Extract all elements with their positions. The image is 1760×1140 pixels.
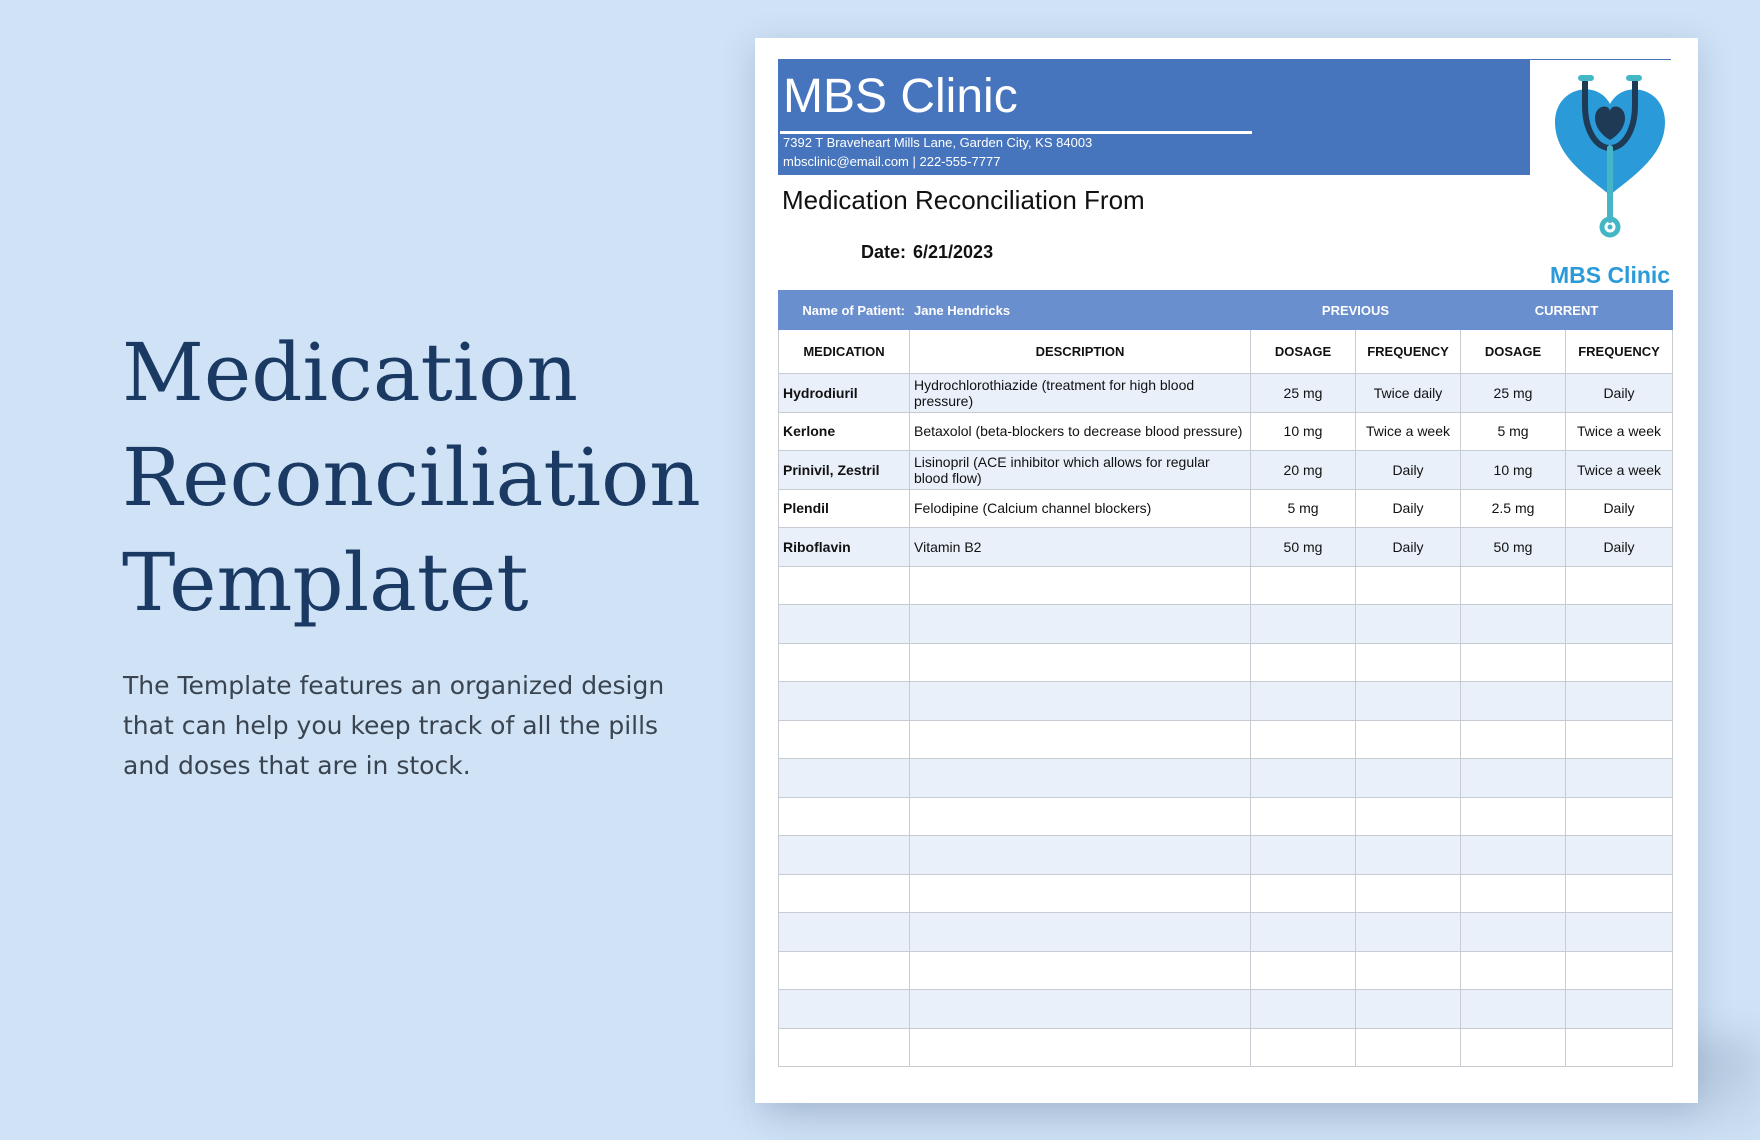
current-frequency-cell	[1566, 913, 1673, 952]
medication-cell: Riboflavin	[779, 528, 910, 567]
previous-dosage-cell	[1251, 720, 1356, 759]
table-row	[779, 913, 1673, 952]
previous-dosage-cell: 25 mg	[1251, 374, 1356, 413]
current-dosage-cell	[1461, 990, 1566, 1029]
description-cell	[910, 797, 1251, 836]
description-cell	[910, 836, 1251, 875]
current-dosage-cell	[1461, 913, 1566, 952]
description-cell: Vitamin B2	[910, 528, 1251, 567]
current-frequency-cell	[1566, 605, 1673, 644]
medication-cell	[779, 605, 910, 644]
previous-frequency-cell: Daily	[1356, 451, 1461, 490]
previous-dosage-cell: 50 mg	[1251, 528, 1356, 567]
previous-dosage-cell	[1251, 566, 1356, 605]
previous-dosage-cell	[1251, 990, 1356, 1029]
current-frequency-cell	[1566, 759, 1673, 798]
previous-dosage-cell	[1251, 682, 1356, 721]
previous-frequency-cell	[1356, 566, 1461, 605]
promo-title-line: Medication	[122, 326, 578, 419]
medication-cell	[779, 1028, 910, 1067]
table-row	[779, 412, 1673, 451]
current-frequency-cell: Daily	[1566, 528, 1673, 567]
table-row	[779, 951, 1673, 990]
description-cell	[910, 990, 1251, 1029]
previous-frequency-cell: Twice daily	[1356, 374, 1461, 413]
description-cell: Hydrochlorothiazide (treatment for high blood pressure)	[910, 374, 1251, 413]
current-frequency-cell	[1566, 643, 1673, 682]
table-body	[779, 374, 1673, 1067]
current-frequency-cell	[1566, 720, 1673, 759]
column-header: DOSAGE	[1251, 330, 1356, 374]
medication-table	[778, 290, 1673, 1067]
document-page	[755, 38, 1698, 1103]
logo-name: MBS Clinic	[1549, 262, 1671, 288]
column-header: FREQUENCY	[1356, 330, 1461, 374]
previous-dosage-cell	[1251, 836, 1356, 875]
medication-cell: Kerlone	[779, 412, 910, 451]
table-row	[779, 720, 1673, 759]
table-row	[779, 990, 1673, 1029]
stethoscope-heart-icon	[1545, 70, 1675, 250]
description-cell: Felodipine (Calcium channel blockers)	[910, 489, 1251, 528]
current-frequency-cell	[1566, 797, 1673, 836]
header-divider	[780, 131, 1252, 134]
date-value: 6/21/2023	[913, 242, 994, 262]
previous-frequency-cell: Daily	[1356, 528, 1461, 567]
current-dosage-cell	[1461, 797, 1566, 836]
clinic-address: 7392 T Braveheart Mills Lane, Garden City, KS 84003	[783, 135, 1093, 150]
promo-description: The Template features an organized design that can help you keep track of all the pills and doses that are in stock.	[123, 671, 665, 780]
promo-title-line: Reconciliation	[122, 431, 701, 524]
column-header: DESCRIPTION	[910, 330, 1251, 374]
table-row	[779, 643, 1673, 682]
current-dosage-cell: 10 mg	[1461, 451, 1566, 490]
description-cell	[910, 1028, 1251, 1067]
table-row	[779, 451, 1673, 490]
previous-frequency-cell	[1356, 720, 1461, 759]
current-dosage-cell	[1461, 643, 1566, 682]
current-frequency-cell	[1566, 951, 1673, 990]
current-frequency-cell: Twice a week	[1566, 451, 1673, 490]
medication-cell	[779, 682, 910, 721]
clinic-header	[778, 59, 1530, 175]
medication-cell: Hydrodiuril	[779, 374, 910, 413]
previous-label: PREVIOUS	[1251, 291, 1461, 330]
description-cell	[910, 720, 1251, 759]
promo-title	[122, 320, 722, 635]
description-cell	[910, 643, 1251, 682]
current-dosage-cell: 50 mg	[1461, 528, 1566, 567]
column-header: MEDICATION	[779, 330, 910, 374]
previous-frequency-cell	[1356, 797, 1461, 836]
previous-dosage-cell: 10 mg	[1251, 412, 1356, 451]
previous-frequency-cell	[1356, 1028, 1461, 1067]
previous-frequency-cell	[1356, 836, 1461, 875]
promo-title-line: Templatet	[122, 536, 529, 629]
previous-frequency-cell	[1356, 643, 1461, 682]
previous-dosage-cell	[1251, 913, 1356, 952]
description-cell	[910, 951, 1251, 990]
table-row	[779, 528, 1673, 567]
current-dosage-cell	[1461, 720, 1566, 759]
current-dosage-cell	[1461, 951, 1566, 990]
header-rule	[1530, 59, 1671, 60]
medication-cell: Prinivil, Zestril	[779, 451, 910, 490]
current-dosage-cell	[1461, 605, 1566, 644]
current-dosage-cell: 25 mg	[1461, 374, 1566, 413]
previous-frequency-cell	[1356, 874, 1461, 913]
medication-cell	[779, 913, 910, 952]
table-row	[779, 682, 1673, 721]
description-cell	[910, 759, 1251, 798]
current-frequency-cell	[1566, 874, 1673, 913]
current-frequency-cell	[1566, 990, 1673, 1029]
description-cell	[910, 566, 1251, 605]
table-band-row	[779, 291, 1673, 330]
column-header: DOSAGE	[1461, 330, 1566, 374]
current-frequency-cell	[1566, 836, 1673, 875]
current-dosage-cell	[1461, 836, 1566, 875]
table-row	[779, 374, 1673, 413]
table-row	[779, 874, 1673, 913]
description-cell: Betaxolol (beta-blockers to decrease blood pressure)	[910, 412, 1251, 451]
current-frequency-cell	[1566, 1028, 1673, 1067]
previous-dosage-cell	[1251, 605, 1356, 644]
date-label: Date:	[861, 242, 907, 262]
current-frequency-cell	[1566, 566, 1673, 605]
clinic-contact: mbsclinic@email.com | 222-555-7777	[783, 154, 1001, 169]
medication-cell	[779, 951, 910, 990]
medication-cell	[779, 566, 910, 605]
medication-cell	[779, 990, 910, 1029]
previous-frequency-cell	[1356, 990, 1461, 1029]
current-dosage-cell: 2.5 mg	[1461, 489, 1566, 528]
current-frequency-cell	[1566, 682, 1673, 721]
previous-frequency-cell: Twice a week	[1356, 412, 1461, 451]
medication-cell	[779, 836, 910, 875]
clinic-logo	[1545, 70, 1675, 310]
description-cell	[910, 682, 1251, 721]
clinic-name: MBS Clinic	[783, 70, 1018, 123]
current-label: CURRENT	[1461, 291, 1673, 330]
description-cell	[910, 913, 1251, 952]
previous-frequency-cell: Daily	[1356, 489, 1461, 528]
previous-dosage-cell	[1251, 874, 1356, 913]
table-row	[779, 797, 1673, 836]
table-row	[779, 489, 1673, 528]
previous-frequency-cell	[1356, 759, 1461, 798]
patient-label: Name of Patient:	[779, 291, 910, 330]
previous-dosage-cell: 5 mg	[1251, 489, 1356, 528]
current-frequency-cell: Twice a week	[1566, 412, 1673, 451]
description-cell	[910, 874, 1251, 913]
current-dosage-cell: 5 mg	[1461, 412, 1566, 451]
current-frequency-cell: Daily	[1566, 489, 1673, 528]
previous-frequency-cell	[1356, 682, 1461, 721]
table-row	[779, 836, 1673, 875]
table-row	[779, 566, 1673, 605]
table-row	[779, 759, 1673, 798]
current-frequency-cell: Daily	[1566, 374, 1673, 413]
medication-cell	[779, 720, 910, 759]
previous-dosage-cell	[1251, 951, 1356, 990]
form-title: Medication Reconciliation From	[782, 185, 1145, 215]
previous-dosage-cell	[1251, 643, 1356, 682]
previous-frequency-cell	[1356, 951, 1461, 990]
current-dosage-cell	[1461, 566, 1566, 605]
description-cell: Lisinopril (ACE inhibitor which allows for regular blood flow)	[910, 451, 1251, 490]
patient-name: Jane Hendricks	[910, 291, 1251, 330]
description-cell	[910, 605, 1251, 644]
previous-dosage-cell	[1251, 1028, 1356, 1067]
medication-cell	[779, 797, 910, 836]
column-header: FREQUENCY	[1566, 330, 1673, 374]
current-dosage-cell	[1461, 682, 1566, 721]
previous-frequency-cell	[1356, 605, 1461, 644]
medication-cell: Plendil	[779, 489, 910, 528]
previous-dosage-cell: 20 mg	[1251, 451, 1356, 490]
table-row	[779, 605, 1673, 644]
current-dosage-cell	[1461, 1028, 1566, 1067]
previous-dosage-cell	[1251, 759, 1356, 798]
table-row	[779, 1028, 1673, 1067]
medication-cell	[779, 643, 910, 682]
previous-dosage-cell	[1251, 797, 1356, 836]
current-dosage-cell	[1461, 759, 1566, 798]
current-dosage-cell	[1461, 874, 1566, 913]
previous-frequency-cell	[1356, 913, 1461, 952]
table-header-row	[779, 330, 1673, 374]
medication-cell	[779, 759, 910, 798]
medication-cell	[779, 874, 910, 913]
